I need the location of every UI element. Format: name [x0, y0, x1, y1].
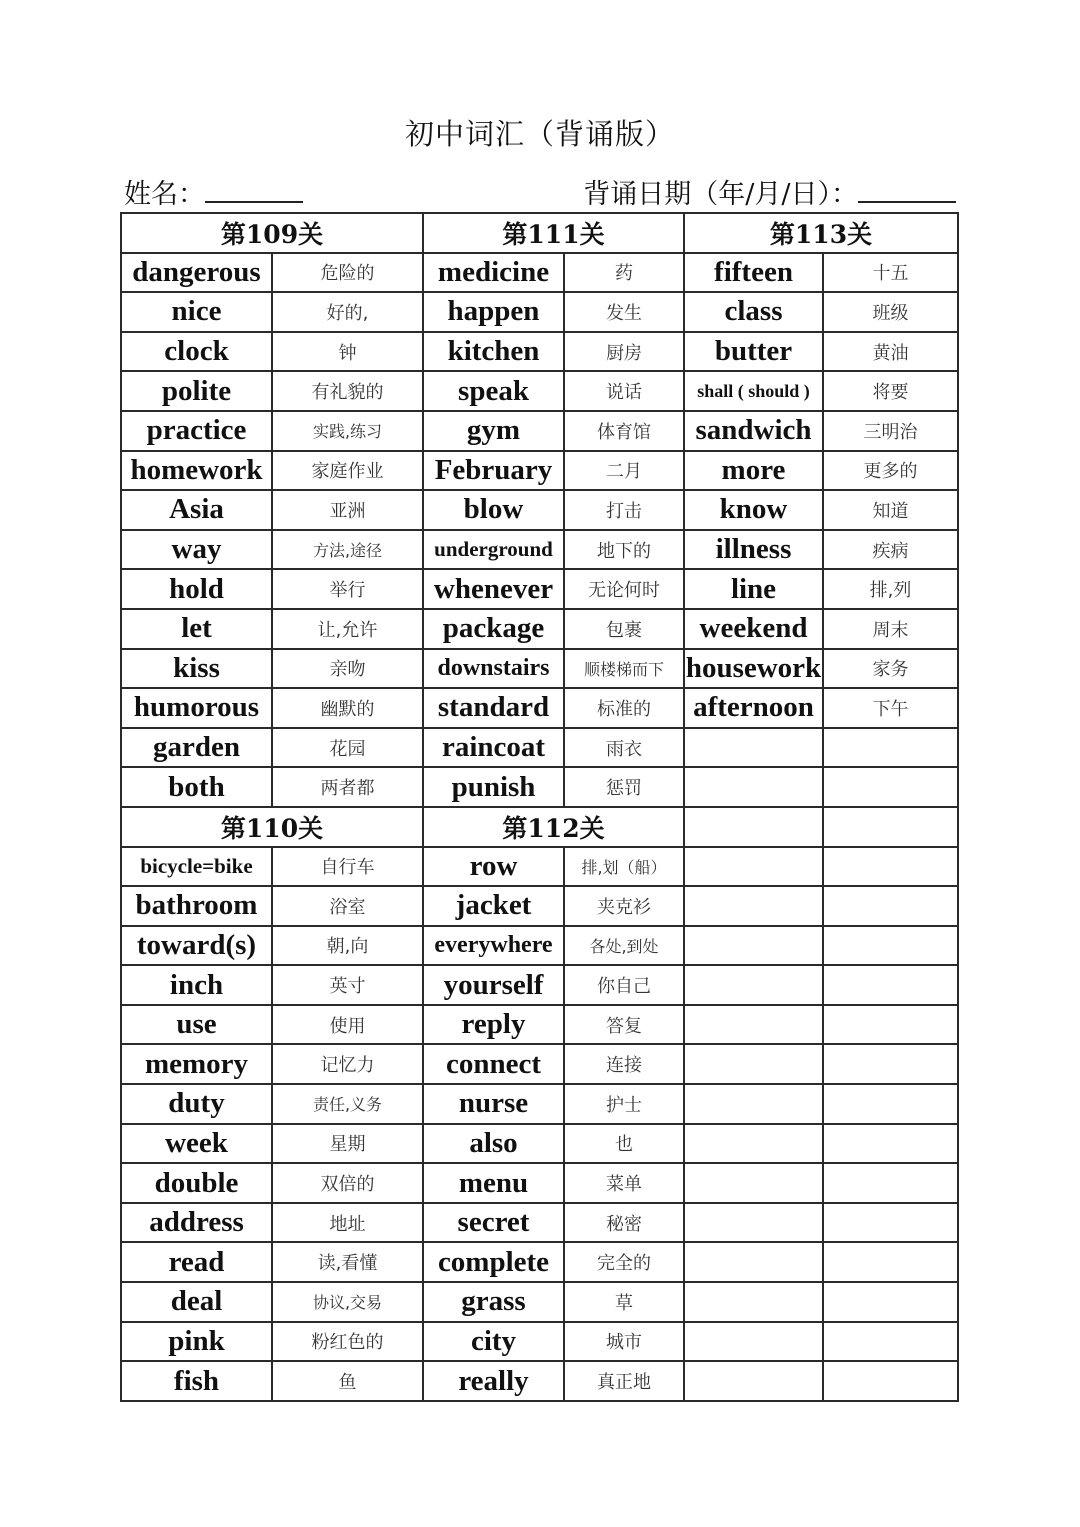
table-row	[121, 1242, 958, 1282]
word-english: garden	[121, 728, 272, 768]
word-chinese: 夹克衫	[564, 886, 684, 926]
word-chinese: 使用	[272, 1005, 423, 1045]
word-english: kitchen	[423, 332, 564, 372]
word-chinese: 也	[564, 1124, 684, 1164]
word-chinese: 排,划（船）	[564, 847, 684, 887]
word-english: both	[121, 767, 272, 807]
name-blank[interactable]	[205, 179, 303, 203]
empty-cell	[823, 1242, 958, 1282]
word-english: week	[121, 1124, 272, 1164]
word-english: city	[423, 1322, 564, 1362]
word-chinese: 方法,途径	[272, 530, 423, 570]
empty-cell	[684, 1084, 823, 1124]
word-english: downstairs	[423, 649, 564, 689]
word-chinese: 护士	[564, 1084, 684, 1124]
word-chinese: 说话	[564, 371, 684, 411]
word-english: toward(s)	[121, 926, 272, 966]
word-english: sandwich	[684, 411, 823, 451]
word-chinese: 完全的	[564, 1242, 684, 1282]
word-english: bicycle=bike	[121, 847, 272, 887]
empty-cell	[823, 965, 958, 1005]
word-chinese: 包裹	[564, 609, 684, 649]
word-english: complete	[423, 1242, 564, 1282]
word-english: reply	[423, 1005, 564, 1045]
word-chinese: 疾病	[823, 530, 958, 570]
word-chinese: 菜单	[564, 1163, 684, 1203]
word-english: yourself	[423, 965, 564, 1005]
word-english: more	[684, 451, 823, 491]
table-row	[121, 728, 958, 768]
word-chinese: 秘密	[564, 1203, 684, 1243]
table-row	[121, 1124, 958, 1164]
word-english: double	[121, 1163, 272, 1203]
name-label: 姓名：	[124, 179, 205, 210]
date-field	[583, 172, 956, 211]
empty-cell	[823, 1203, 958, 1243]
word-chinese: 下午	[823, 688, 958, 728]
table-row	[121, 609, 958, 649]
word-chinese: 体育馆	[564, 411, 684, 451]
word-english: speak	[423, 371, 564, 411]
word-english: standard	[423, 688, 564, 728]
word-english: connect	[423, 1044, 564, 1084]
word-chinese: 粉红色的	[272, 1322, 423, 1362]
empty-cell	[684, 1282, 823, 1322]
word-english: polite	[121, 371, 272, 411]
word-english: line	[684, 569, 823, 609]
word-chinese: 两者都	[272, 767, 423, 807]
word-english: medicine	[423, 253, 564, 293]
table-row	[121, 649, 958, 689]
table-row	[121, 213, 958, 253]
word-chinese: 英寸	[272, 965, 423, 1005]
word-english: afternoon	[684, 688, 823, 728]
word-chinese: 危险的	[272, 253, 423, 293]
word-chinese: 排,列	[823, 569, 958, 609]
word-english: Asia	[121, 490, 272, 530]
word-chinese: 让,允许	[272, 609, 423, 649]
empty-cell	[684, 926, 823, 966]
word-english: clock	[121, 332, 272, 372]
word-chinese: 厨房	[564, 332, 684, 372]
word-english: bathroom	[121, 886, 272, 926]
table-row	[121, 767, 958, 807]
word-english: address	[121, 1203, 272, 1243]
table-row	[121, 926, 958, 966]
word-chinese: 幽默的	[272, 688, 423, 728]
word-english: also	[423, 1124, 564, 1164]
table-row	[121, 1005, 958, 1045]
table-row	[121, 965, 958, 1005]
date-label: 背诵日期（年/月/日）：	[583, 179, 858, 210]
table-row	[121, 1322, 958, 1362]
word-english: memory	[121, 1044, 272, 1084]
name-field	[124, 172, 303, 211]
table-row	[121, 253, 958, 293]
word-chinese: 周末	[823, 609, 958, 649]
word-chinese: 星期	[272, 1124, 423, 1164]
word-chinese: 花园	[272, 728, 423, 768]
table-row	[121, 847, 958, 887]
word-english: grass	[423, 1282, 564, 1322]
empty-cell	[684, 965, 823, 1005]
word-chinese: 雨衣	[564, 728, 684, 768]
word-chinese: 家务	[823, 649, 958, 689]
word-chinese: 各处,到处	[564, 926, 684, 966]
empty-cell	[823, 728, 958, 768]
empty-cell	[684, 1044, 823, 1084]
word-chinese: 顺楼梯而下	[564, 649, 684, 689]
word-english: punish	[423, 767, 564, 807]
empty-cell	[823, 1084, 958, 1124]
empty-cell	[823, 1044, 958, 1084]
word-english: use	[121, 1005, 272, 1045]
table-row	[121, 371, 958, 411]
word-chinese: 打击	[564, 490, 684, 530]
word-english: weekend	[684, 609, 823, 649]
empty-cell	[823, 767, 958, 807]
word-english: butter	[684, 332, 823, 372]
word-chinese: 发生	[564, 292, 684, 332]
empty-cell	[684, 807, 823, 847]
empty-cell	[823, 1124, 958, 1164]
table-row	[121, 1163, 958, 1203]
section-header: 第110关	[121, 807, 423, 847]
empty-cell	[684, 886, 823, 926]
word-english: illness	[684, 530, 823, 570]
empty-cell	[684, 1005, 823, 1045]
word-chinese: 班级	[823, 292, 958, 332]
empty-cell	[823, 1163, 958, 1203]
empty-cell	[684, 1361, 823, 1401]
word-english: underground	[423, 530, 564, 570]
empty-cell	[823, 886, 958, 926]
word-english: February	[423, 451, 564, 491]
word-english: class	[684, 292, 823, 332]
word-chinese: 答复	[564, 1005, 684, 1045]
table-row	[121, 1084, 958, 1124]
word-chinese: 实践,练习	[272, 411, 423, 451]
table-row	[121, 1361, 958, 1401]
word-chinese: 举行	[272, 569, 423, 609]
word-chinese: 好的,	[272, 292, 423, 332]
empty-cell	[684, 1242, 823, 1282]
word-chinese: 家庭作业	[272, 451, 423, 491]
empty-cell	[684, 1322, 823, 1362]
word-english: happen	[423, 292, 564, 332]
word-english: read	[121, 1242, 272, 1282]
table-row	[121, 569, 958, 609]
word-chinese: 钟	[272, 332, 423, 372]
word-english: gym	[423, 411, 564, 451]
vocab-table	[120, 212, 959, 1402]
section-header: 第109关	[121, 213, 423, 253]
word-chinese: 二月	[564, 451, 684, 491]
word-chinese: 更多的	[823, 451, 958, 491]
section-header: 第112关	[423, 807, 684, 847]
empty-cell	[823, 1005, 958, 1045]
table-row	[121, 490, 958, 530]
empty-cell	[823, 847, 958, 887]
word-english: know	[684, 490, 823, 530]
word-english: raincoat	[423, 728, 564, 768]
word-english: whenever	[423, 569, 564, 609]
word-english: duty	[121, 1084, 272, 1124]
word-english: blow	[423, 490, 564, 530]
empty-cell	[823, 1282, 958, 1322]
word-chinese: 地址	[272, 1203, 423, 1243]
word-english: really	[423, 1361, 564, 1401]
word-chinese: 朝,向	[272, 926, 423, 966]
section-header: 第111关	[423, 213, 684, 253]
word-chinese: 草	[564, 1282, 684, 1322]
word-english: dangerous	[121, 253, 272, 293]
empty-cell	[684, 847, 823, 887]
word-english: fish	[121, 1361, 272, 1401]
page-title: 初中词汇（背诵版）	[404, 117, 675, 151]
word-english: deal	[121, 1282, 272, 1322]
word-chinese: 城市	[564, 1322, 684, 1362]
word-english: everywhere	[423, 926, 564, 966]
word-english: way	[121, 530, 272, 570]
word-chinese: 三明治	[823, 411, 958, 451]
word-english: kiss	[121, 649, 272, 689]
word-english: hold	[121, 569, 272, 609]
word-chinese: 你自己	[564, 965, 684, 1005]
table-row	[121, 530, 958, 570]
table-row	[121, 1044, 958, 1084]
word-english: row	[423, 847, 564, 887]
word-english: homework	[121, 451, 272, 491]
empty-cell	[684, 767, 823, 807]
word-english: practice	[121, 411, 272, 451]
word-chinese: 无论何时	[564, 569, 684, 609]
word-english: inch	[121, 965, 272, 1005]
word-chinese: 连接	[564, 1044, 684, 1084]
empty-cell	[823, 926, 958, 966]
empty-cell	[823, 1361, 958, 1401]
word-chinese: 黄油	[823, 332, 958, 372]
word-english: secret	[423, 1203, 564, 1243]
table-row	[121, 886, 958, 926]
empty-cell	[684, 1163, 823, 1203]
table-row	[121, 688, 958, 728]
word-english: humorous	[121, 688, 272, 728]
word-chinese: 读,看懂	[272, 1242, 423, 1282]
word-english: housework	[684, 649, 823, 689]
word-chinese: 知道	[823, 490, 958, 530]
word-chinese: 地下的	[564, 530, 684, 570]
empty-cell	[823, 1322, 958, 1362]
section-header: 第113关	[684, 213, 958, 253]
word-chinese: 自行车	[272, 847, 423, 887]
date-blank[interactable]	[858, 179, 956, 203]
table-row	[121, 292, 958, 332]
word-english: package	[423, 609, 564, 649]
word-chinese: 协议,交易	[272, 1282, 423, 1322]
word-chinese: 标准的	[564, 688, 684, 728]
word-chinese: 真正地	[564, 1361, 684, 1401]
word-chinese: 有礼貌的	[272, 371, 423, 411]
table-row	[121, 1282, 958, 1322]
word-chinese: 责任,义务	[272, 1084, 423, 1124]
empty-cell	[684, 1203, 823, 1243]
word-english: nurse	[423, 1084, 564, 1124]
table-row	[121, 451, 958, 491]
word-chinese: 双倍的	[272, 1163, 423, 1203]
word-chinese: 浴室	[272, 886, 423, 926]
word-chinese: 鱼	[272, 1361, 423, 1401]
table-row	[121, 411, 958, 451]
word-english: menu	[423, 1163, 564, 1203]
word-chinese: 药	[564, 253, 684, 293]
word-chinese: 将要	[823, 371, 958, 411]
word-chinese: 亚洲	[272, 490, 423, 530]
word-chinese: 惩罚	[564, 767, 684, 807]
table-row	[121, 807, 958, 847]
empty-cell	[684, 728, 823, 768]
word-english: pink	[121, 1322, 272, 1362]
vocab-table-body	[121, 213, 958, 1401]
word-english: let	[121, 609, 272, 649]
word-chinese: 十五	[823, 253, 958, 293]
word-english: fifteen	[684, 253, 823, 293]
word-english: jacket	[423, 886, 564, 926]
word-chinese: 记忆力	[272, 1044, 423, 1084]
empty-cell	[684, 1124, 823, 1164]
word-english: shall ( should )	[684, 371, 823, 411]
word-chinese: 亲吻	[272, 649, 423, 689]
word-english: nice	[121, 292, 272, 332]
table-row	[121, 1203, 958, 1243]
table-row	[121, 332, 958, 372]
empty-cell	[823, 807, 958, 847]
